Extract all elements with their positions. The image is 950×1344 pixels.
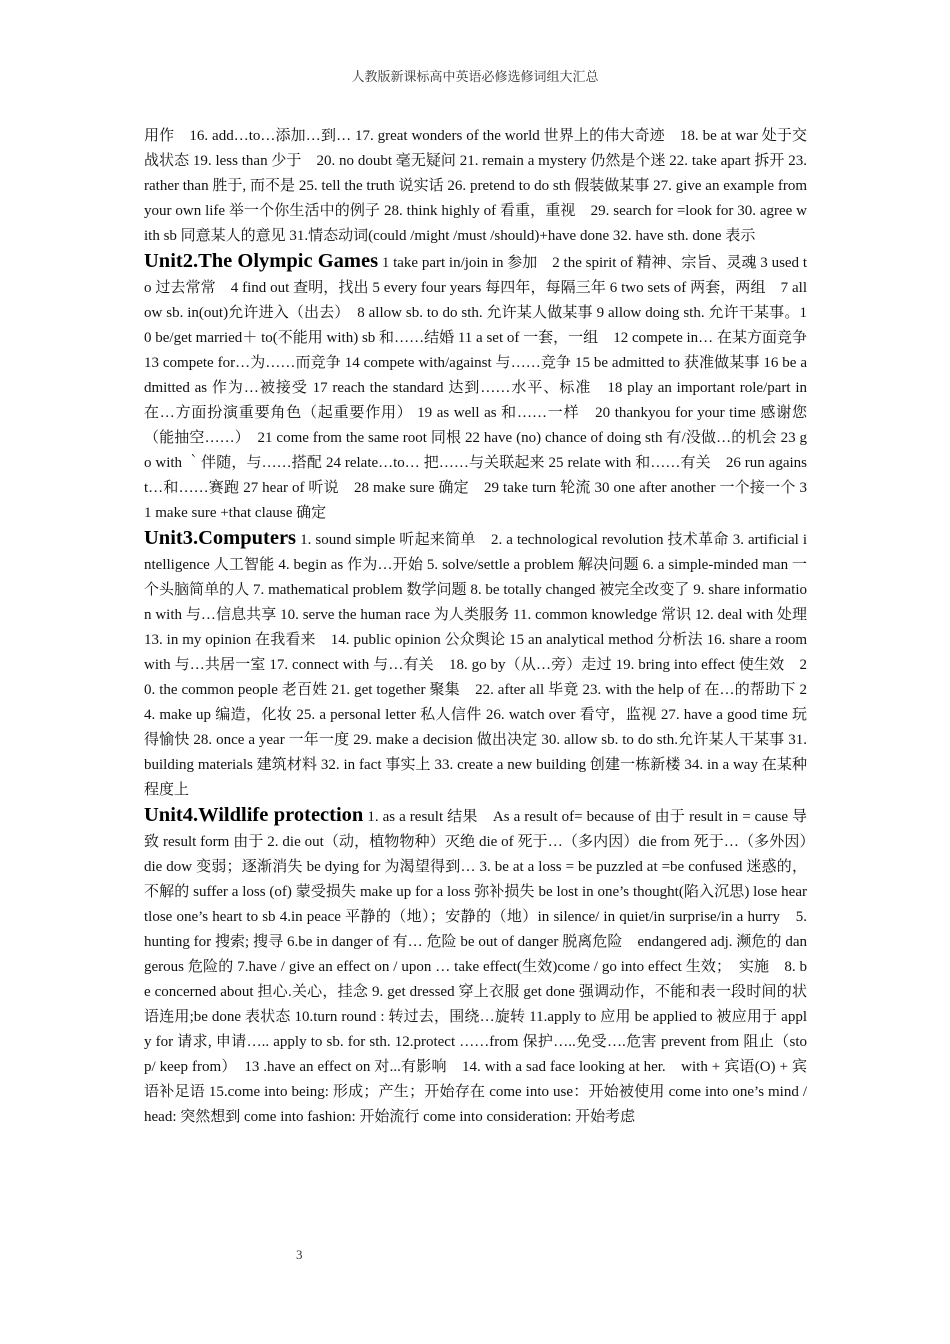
page-number: 3 <box>296 1247 303 1262</box>
section-text: 1 take part in/join in 参加 2 the spirit of 精神、宗旨、灵魂 3 used to 过去常常 4 find out 查明，找出 5 every four years 每四年，每隔三年 6 two sets of 两套，两组 7 allow sb. in(out)允许进入（出去） 8 allow sb. to do sth. 允许某人做某事 9 allow doing sth. 允许干某事。10 be/get married＋ to(不能用 with) sb 和……结婚 11 a set of 一套，一组 12 compete in… 在某方面竞争 13 compete for…为……而竞争 14 compete with/against 与……竞争 15 be admitted to 获准做某事 16 be admitted as 作为…被接受 17 reach the standard 达到……水平、标准 18 play an important role/part in 在…方面扮演重要角色（起重要作用） 19 as well as 和……一样 20 thankyou for your time 感谢您（能抽空……） 21 come from the same root 同根 22 have (no) chance of doing sth 有/没做…的机会 23 go with ｀伴随，与……搭配 24 relate…to… 把……与关联起来 25 relate with 和……有关 26 run against…和……赛跑 27 hear of 听说 28 make sure 确定 29 take turn 轮流 30 one after another 一个接一个 31 make sure +that clause 确定 <box>144 255 807 521</box>
section-unit2 <box>144 249 807 526</box>
section-text: 1. sound simple 听起来简单 2. a technological revolution 技术革命 3. artificial intelligence 人工智能 4. begin as 作为…开始 5. solve/settle a problem 解决问题 6. a simple-minded man 一个头脑简单的人 7. mathematical problem 数学问题 8. be totally changed 被完全改变了 9. share information with 与…信息共享 10. serve the human race 为人类服务 11. common knowledge 常识 12. deal with 处理 13. in my opinion 在我看来 14. public opinion 公众舆论 15 an analytical method 分析法 16. share a room with 与…共居一室 17. connect with 与…有关 18. go by（从…旁）走过 19. bring into effect 使生效 20. the common people 老百姓 21. get together 聚集 22. after all 毕竟 23. with the help of 在…的帮助下 24. make up 编造，化妆 25. a personal letter 私人信件 26. watch over 看守，监视 27. have a good time 玩得愉快 28. once a year 一年一度 29. make a decision 做出决定 30. allow sb. to do sth.允许某人干某事 31. building materials 建筑材料 32. in fact 事实上 33. create a new building 创建一栋新楼 34. in a way 在某种程度上 <box>144 532 807 798</box>
page-header: 人教版新课标高中英语必修选修词组大汇总 <box>351 70 599 85</box>
section-text: 用作 16. add…to…添加…到… 17. great wonders of the world 世界上的伟大奇迹 18. be at war 处于交战状态 19. less than 少于 20. no doubt 毫无疑问 21. remain a mystery 仍然是个迷 22. take apart 拆开 23. rather than 胜于, 而不是 25. tell the truth 说实话 26. pretend to do sth 假装做某事 27. give an example from your own life 举一个你生活中的例子 28. think highly of 看重，重视 29. search for =look for 30. agree with sb 同意某人的意见 31.情态动词(could /might /must /should)+have done 32. have sth. done 表示 <box>144 128 807 244</box>
document-body <box>144 124 823 1130</box>
section-unit3 <box>144 526 807 803</box>
unit-title: Unit2.The Olympic Games <box>144 250 379 272</box>
unit-title: Unit3.Computers <box>144 527 297 549</box>
unit-title: Unit4.Wildlife protection <box>144 804 364 826</box>
section-unit4 <box>144 803 823 1130</box>
section-continuation <box>144 124 807 249</box>
section-text: 1. as a result 结果 As a result of= because of 由于 result in = cause 导致 result form 由于 2. die out（动，植物物种）灭绝 die of 死于…（多内因）die from 死于…（多外因） die dow 变弱；逐渐消失 be dying for 为渴望得到… 3. be at a loss = be puzzled at =be confused 迷惑的，不解的 suffer a loss (of) 蒙受损失 make up for a loss 弥补损失 be lost in one’s thought(陷入沉思) lose heartlose one’s heart to sb 4.in peace 平静的（地）；安静的（地）in silence/ in quiet/in surprise/in a hurry 5. hunting for 搜索; 搜寻 6.be in danger of 有… 危险 be out of danger 脱离危险 endangered adj. 濒危的 dangerous 危险的 7.have / give an effect on / upon … take effect(生效)come / go into effect 生效； 实施 8. be concerned about 担心.关心，挂念 9. get dressed 穿上衣服 get done 强调动作，不能和表一段时间的状语连用;be done 表状态 10.turn round : 转过去，围绕…旋转 11.apply to 应用 be applied to 被应用于 apply for 请求, 申请….. apply to sb. for sth. 12.protect ……from 保护…..免受….危害 prevent from 阻止（stop/ keep from） 13 .have an effect on 对...有影响 14. with a sad face looking at her. with + 宾语(O) + 宾语补足语 15.come into being: 形成；产生；开始存在 come into use：开始被使用 come into one’s mind / head: 突然想到 come into fashion: 开始流行 come into consideration: 开始考虑 <box>144 809 823 1125</box>
